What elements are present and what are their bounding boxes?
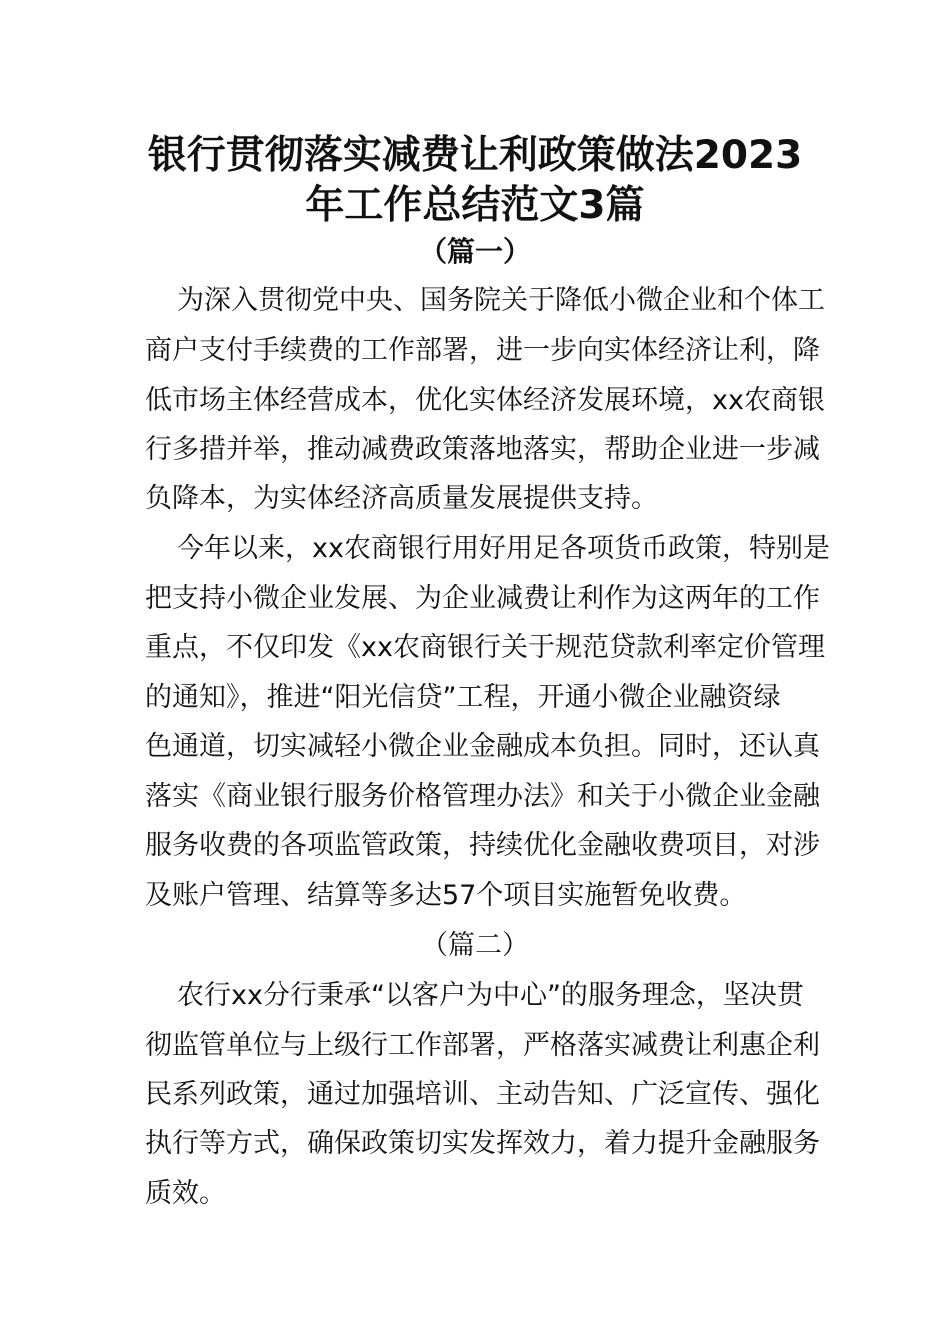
paragraph-line: 质效。: [145, 1178, 226, 1209]
paragraph-line: 及账户管理、结算等多达57个项目实施暂免收费。: [145, 880, 747, 911]
section-heading-2: （篇二）: [421, 930, 529, 961]
paragraph-line: 农行xx分行秉承“以客户为中心”的服务理念，坚决贯: [177, 980, 804, 1011]
paragraph-line: 商户支付手续费的工作部署，进一步向实体经济让利，降: [145, 335, 820, 366]
paragraph-line: 服务收费的各项监管政策，持续优化金融收费项目，对涉: [145, 830, 820, 861]
paragraph-line: 把支持小微企业发展、为企业减费让利作为这两年的工作: [145, 583, 820, 614]
paragraph-line: 今年以来，xx农商银行用好用足各项货币政策，特别是: [177, 533, 830, 564]
paragraph-line: 的通知》，推进“阳光信贷”工程，开通小微企业融资绿: [145, 682, 781, 713]
paragraph-line: 民系列政策，通过加强培训、主动告知、广泛宣传、强化: [145, 1079, 820, 1110]
paragraph-line: 为深入贯彻党中央、国务院关于降低小微企业和个体工: [177, 285, 825, 316]
document-title-line-1: 银行贯彻落实减费让利政策做法2023: [147, 133, 803, 178]
paragraph-line: 落实《商业银行服务价格管理办法》和关于小微企业金融: [145, 781, 820, 812]
paragraph-line: 重点，不仅印发《xx农商银行关于规范贷款利率定价管理: [145, 632, 825, 663]
section-heading-1: （篇一）: [418, 235, 531, 268]
paragraph-line: 低市场主体经营成本，优化实体经济发展环境，xx农商银: [145, 385, 825, 416]
paragraph-line: 行多措并举，推动减费政策落地落实，帮助企业进一步减: [145, 434, 820, 465]
paragraph-line: 色通道，切实减轻小微企业金融成本负担。同时，还认真: [145, 731, 820, 762]
paragraph-line: 执行等方式，确保政策切实发挥效力，着力提升金融服务: [145, 1128, 820, 1159]
document-title-line-2: 年工作总结范文3篇: [305, 183, 645, 228]
paragraph-line: 彻监管单位与上级行工作部署，严格落实减费让利惠企利: [145, 1030, 820, 1061]
paragraph-line: 负降本，为实体经济高质量发展提供支持。: [145, 483, 658, 514]
